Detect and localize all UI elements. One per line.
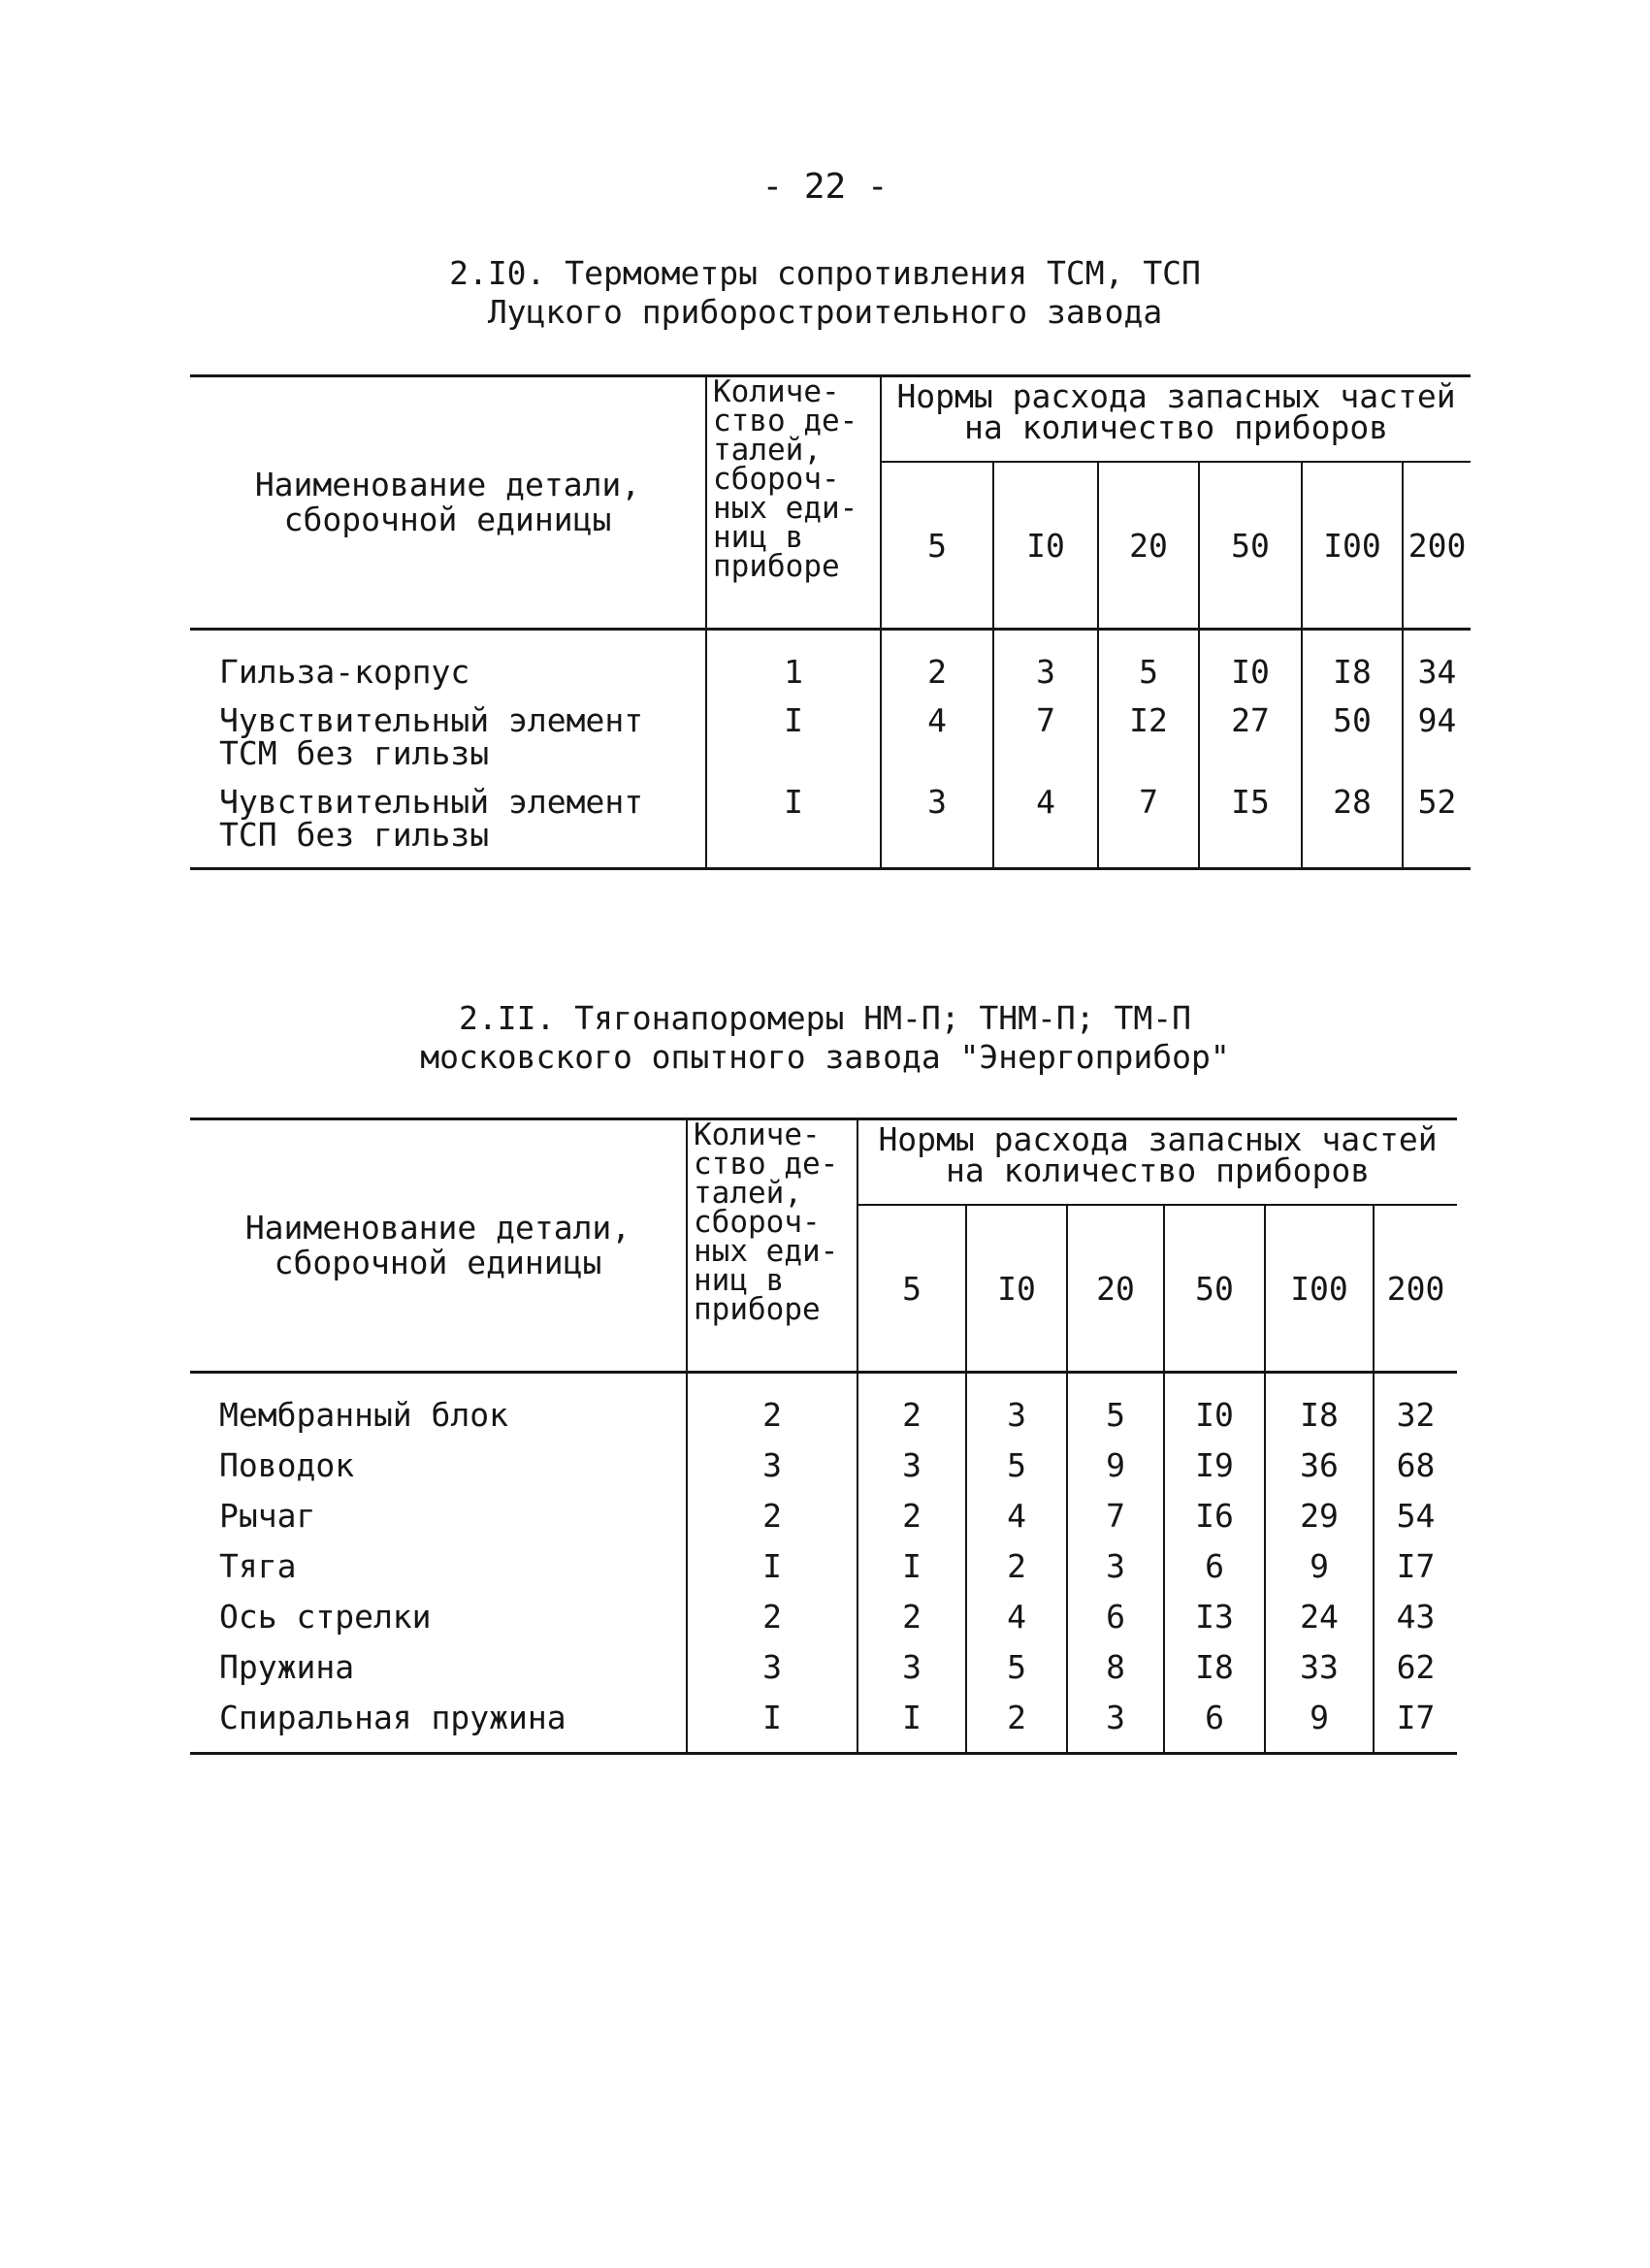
row-value: 50 (1302, 704, 1403, 786)
row-value: 27 (1199, 704, 1302, 786)
table1-caption (0, 254, 1650, 332)
row-value: 5 (966, 1651, 1067, 1701)
row-value: 2 (966, 1550, 1067, 1601)
row-name: Чувствительный элемент ТСП без гильзы (190, 786, 706, 869)
table-row (190, 1550, 1457, 1601)
row-value: 4 (966, 1601, 1067, 1651)
row-value: 2 (857, 1500, 966, 1550)
row-name: Пружина (219, 1648, 355, 1686)
table-row (190, 1449, 1457, 1500)
table-row (190, 1701, 1457, 1754)
row-name: Чувствительный элемент ТСМ без гильзы (219, 701, 644, 772)
table2-header-count: 5 (857, 1205, 966, 1373)
table2-header-name: Наименование детали, сборочной единицы (190, 1119, 687, 1373)
row-quantity: 3 (687, 1449, 857, 1500)
row-value: 52 (1403, 786, 1471, 869)
row-value: 2 (966, 1701, 1067, 1754)
row-quantity: 1 (706, 656, 881, 704)
row-quantity: 3 (687, 1651, 857, 1701)
row-quantity: I (687, 1701, 857, 1754)
row-quantity: 2 (687, 1601, 857, 1651)
table1-caption-line1: 2.I0. Термометры сопротивления ТСМ, ТСП (449, 254, 1201, 292)
row-value: 24 (1265, 1601, 1374, 1651)
row-value: I2 (1098, 704, 1199, 786)
row-value: I9 (1164, 1449, 1265, 1500)
row-value: 33 (1265, 1651, 1374, 1701)
row-name: Поводок (219, 1446, 355, 1484)
row-name: Мембранный блок (219, 1396, 509, 1434)
row-name: Рычаг (219, 1497, 316, 1535)
row-value: 9 (1265, 1550, 1374, 1601)
row-value: 5 (1067, 1399, 1164, 1449)
table-row (190, 1500, 1457, 1550)
row-value: 3 (966, 1399, 1067, 1449)
row-name: Ось стрелки (219, 1598, 432, 1636)
table1-header-name: Наименование детали, сборочной единицы (190, 376, 706, 630)
table1-header-quantity: Количе-ство де-талей, сбороч-ных еди-ниц в приборе (706, 376, 881, 630)
table1-header-count: 200 (1403, 462, 1471, 630)
row-value: 6 (1067, 1601, 1164, 1651)
table1-header-count: 50 (1199, 462, 1302, 630)
row-value: 3 (857, 1651, 966, 1701)
table2-header-count: 50 (1164, 1205, 1265, 1373)
row-value: I7 (1374, 1701, 1457, 1754)
row-value: I8 (1164, 1651, 1265, 1701)
row-value: 4 (966, 1500, 1067, 1550)
table2-header-count: I00 (1265, 1205, 1374, 1373)
row-value: I (857, 1701, 966, 1754)
row-quantity: 2 (687, 1399, 857, 1449)
row-value: 2 (881, 656, 993, 704)
row-value: 36 (1265, 1449, 1374, 1500)
table-row (190, 656, 1471, 704)
row-value: 7 (1098, 786, 1199, 869)
row-value: 32 (1374, 1399, 1457, 1449)
table2-header-count: I0 (966, 1205, 1067, 1373)
row-value: 3 (857, 1449, 966, 1500)
row-value: I (857, 1550, 966, 1601)
row-value: 9 (1265, 1701, 1374, 1754)
table-row (190, 704, 1471, 786)
table2-header-quantity: Количе-ство де-талей, сбороч-ных еди-ниц в приборе (687, 1119, 857, 1373)
table-row (190, 1651, 1457, 1701)
row-value: 29 (1265, 1500, 1374, 1550)
row-value: 8 (1067, 1651, 1164, 1701)
row-value: 34 (1403, 656, 1471, 704)
row-value: 28 (1302, 786, 1403, 869)
table2-caption-line2: московского опытного завода "Энергоприбор" (420, 1038, 1230, 1076)
table2-header-count: 200 (1374, 1205, 1457, 1373)
row-name: Тяга (219, 1547, 297, 1585)
row-quantity: I (706, 786, 881, 869)
table1-header-norms: Нормы расхода запасных частей на количество приборов (881, 376, 1471, 463)
row-value: 54 (1374, 1500, 1457, 1550)
row-value: 94 (1403, 704, 1471, 786)
row-name: Спиральная пружина (190, 1701, 687, 1754)
page-number: - 22 - (761, 167, 889, 207)
row-value: I3 (1164, 1601, 1265, 1651)
row-value: 2 (857, 1601, 966, 1651)
row-value: 68 (1374, 1449, 1457, 1500)
table-row (190, 1601, 1457, 1651)
row-value: I7 (1374, 1550, 1457, 1601)
row-value: 7 (993, 704, 1098, 786)
row-value: 6 (1164, 1550, 1265, 1601)
table1-header-count: I0 (993, 462, 1098, 630)
row-value: 62 (1374, 1651, 1457, 1701)
row-value: I8 (1265, 1399, 1374, 1449)
row-value: 6 (1164, 1701, 1265, 1754)
row-value: 5 (966, 1449, 1067, 1500)
table2-header-count: 20 (1067, 1205, 1164, 1373)
row-value: 3 (1067, 1550, 1164, 1601)
row-value: 9 (1067, 1449, 1164, 1500)
table1-header-count: 5 (881, 462, 993, 630)
table1-header-count: 20 (1098, 462, 1199, 630)
table-row (190, 786, 1471, 869)
row-value: I8 (1302, 656, 1403, 704)
row-quantity: I (687, 1550, 857, 1601)
row-name: Гильза-корпус (219, 653, 470, 691)
row-value: 43 (1374, 1601, 1457, 1651)
row-value: 3 (1067, 1701, 1164, 1754)
table2-caption (0, 999, 1650, 1077)
table2 (190, 1118, 1457, 1755)
row-value: 4 (993, 786, 1098, 869)
row-value: 3 (881, 786, 993, 869)
table2-caption-line1: 2.II. Тягонапоромеры НМ-П; ТНМ-П; ТМ-П (459, 999, 1191, 1037)
table1 (190, 374, 1471, 870)
row-value: I0 (1199, 656, 1302, 704)
table-row (190, 1399, 1457, 1449)
row-value: I0 (1164, 1399, 1265, 1449)
row-value: I5 (1199, 786, 1302, 869)
row-value: 2 (857, 1399, 966, 1449)
row-value: I6 (1164, 1500, 1265, 1550)
row-value: 5 (1098, 656, 1199, 704)
row-value: 3 (993, 656, 1098, 704)
table1-header-count: I00 (1302, 462, 1403, 630)
table1-caption-line2: Луцкого приборостроительного завода (487, 293, 1163, 331)
row-value: 7 (1067, 1500, 1164, 1550)
row-value: 4 (881, 704, 993, 786)
row-quantity: 2 (687, 1500, 857, 1550)
row-quantity: I (706, 704, 881, 786)
table2-header-norms: Нормы расхода запасных частей на количество приборов (857, 1119, 1457, 1206)
